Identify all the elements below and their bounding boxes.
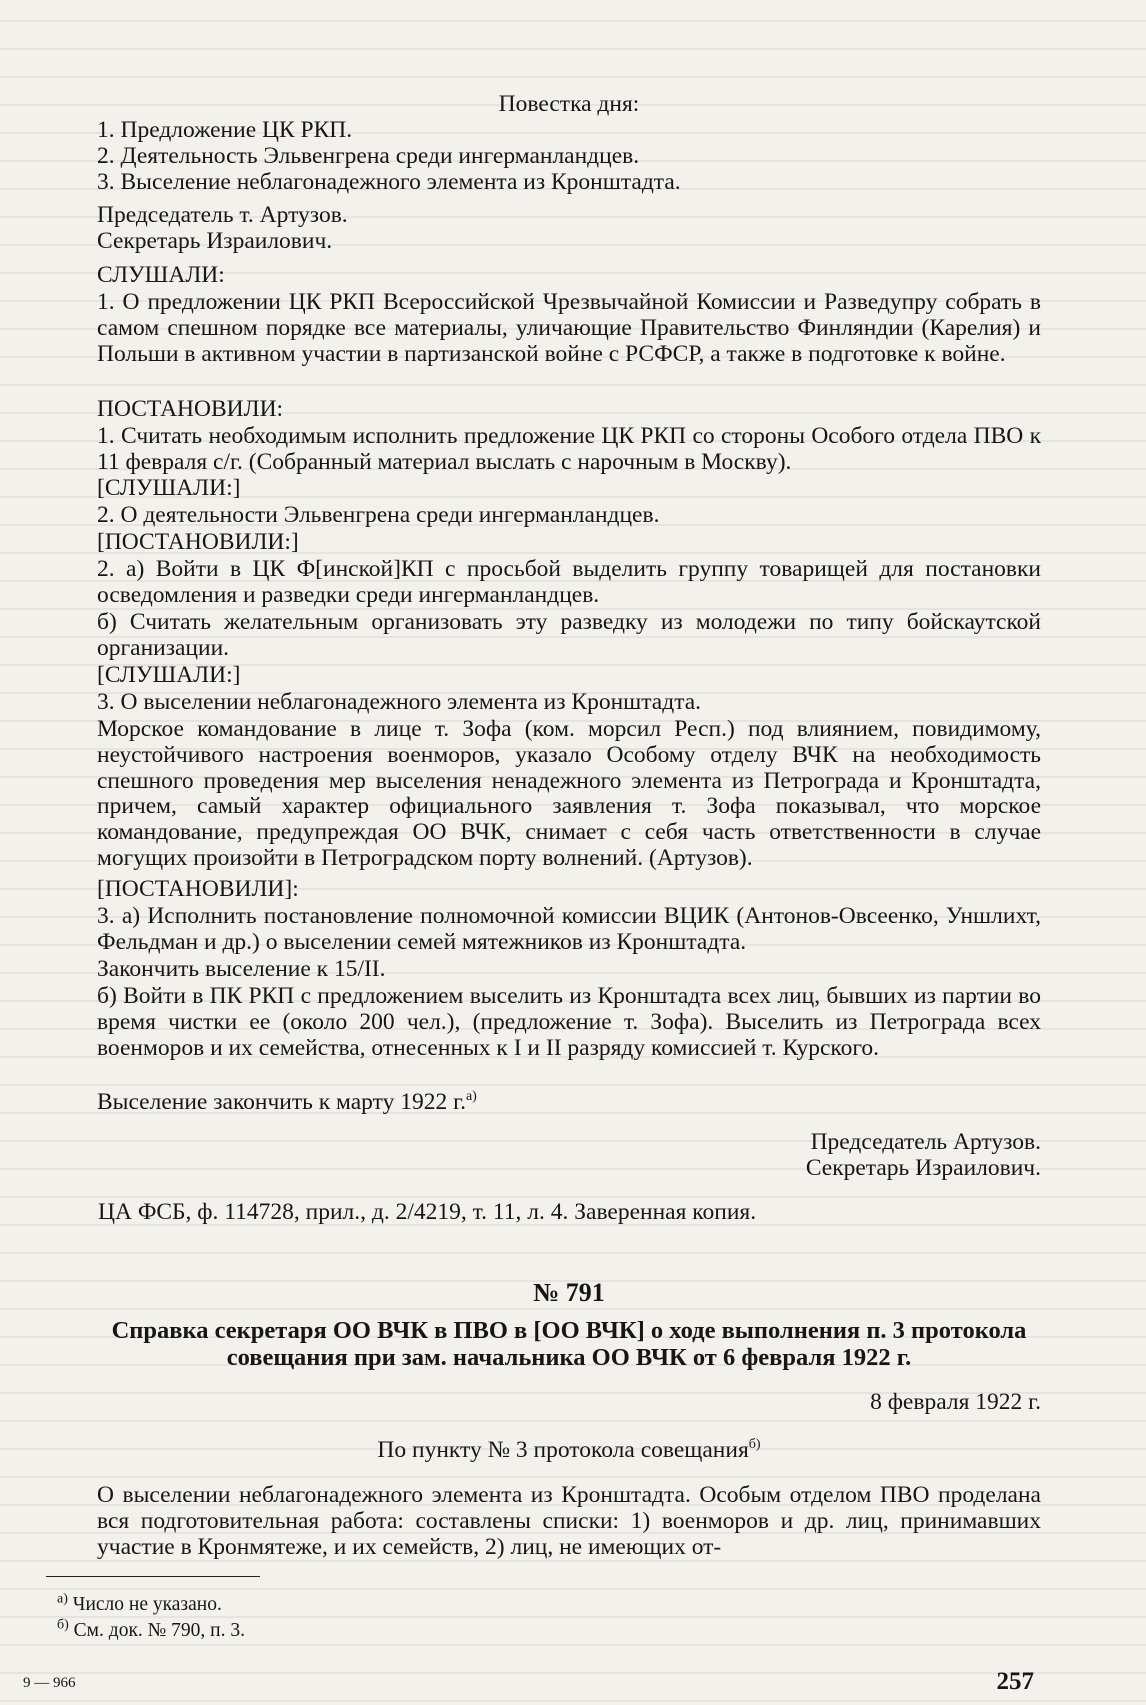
document-title: Справка секретаря ОО ВЧК в ПВО в [ОО ВЧК] о ходе выполнения п. 3 протокола совещания при зам. начальника ОО ВЧК от 6 февраля 1922 г.	[111, 1317, 1027, 1371]
document-date: 8 февраля 1922 г.	[870, 1389, 1041, 1415]
footnote-a	[57, 1591, 222, 1616]
heard-1-label: СЛУШАЛИ:	[97, 262, 225, 288]
heard-3-text: Морское командование в лице т. Зофа (ком. морсил Респ.) под влиянием, повидимому, неустойчивого настроения военморов, указало Особому отделу ВЧК на необходимость спешного проведения мер выселения ненадежного элемента из Петрограда и Кронштадта, причем, самый характер официального заявления т. Зофа показывал, что морское командование, предупреждая ОО ВЧК, снимает с себя часть ответственности в случае могущих произойти в Петроградском порту волнений. (Артузов).	[97, 716, 1041, 871]
resolved-3-end-text: Выселение закончить к марту 1922 г.	[97, 1089, 466, 1115]
document-subheading	[97, 1438, 1041, 1464]
resolved-2b-text: б) Считать желательным организовать эту разведку из молодежи по типу бойскаутской организации.	[97, 609, 1041, 661]
heard-3-title: 3. О выселении неблагонадежного элемента из Кронштадта.	[97, 689, 702, 715]
heard-1-text: 1. О предложении ЦК РКП Всероссийской Чрезвычайной Комиссии и Разведупру собрать в самом спешном порядке все материалы, уличающие Правительство Финляндии (Карелия) и Польши в активном участии в партизанской войне с РСФСР, а также в подготовке к войне.	[97, 289, 1041, 367]
footnote-ref-b: б)	[748, 1437, 761, 1453]
secretary-line: Секретарь Израилович.	[97, 227, 333, 254]
resolved-2a-text: 2. а) Войти в ЦК Ф[инской]КП с просьбой выделить группу товарищей для постановки осведомления и разведки среди ингерманландцев.	[97, 556, 1041, 608]
minutes-signatures	[97, 1130, 1041, 1182]
printer-signature: 9 — 966	[23, 1675, 76, 1691]
resolved-2-label: [ПОСТАНОВИЛИ:]	[97, 529, 299, 555]
agenda-item: 2. Деятельность Эльвенгрена среди ингерманландцев.	[97, 142, 640, 169]
resolved-3a-deadline: Закончить выселение к 15/II.	[97, 956, 386, 982]
heard-3-label: [СЛУШАЛИ:]	[97, 662, 241, 688]
footnote-mark: а)	[57, 1591, 68, 1607]
archive-source: ЦА ФСБ, ф. 114728, прил., д. 2/4219, т. 11, л. 4. Заверенная копия.	[98, 1199, 757, 1225]
chair-line: Председатель т. Артузов.	[97, 202, 348, 228]
heard-2-label: [СЛУШАЛИ:]	[97, 475, 241, 501]
resolved-1-label: ПОСТАНОВИЛИ:	[97, 396, 284, 422]
footnote-text: См. док. № 790, п. 3.	[73, 1620, 245, 1641]
document-number: № 791	[533, 1278, 605, 1307]
footnote-divider	[46, 1576, 260, 1577]
resolved-1-text: 1. Считать необходимым исполнить предложение ЦК РКП со стороны Особого отдела ПВО к 11 февраля с/г. (Собранный материал выслать с нарочным в Москву).	[97, 423, 1041, 475]
footnote-text: Число не указано.	[72, 1594, 222, 1615]
signature-secretary: Секретарь Израилович.	[805, 1154, 1041, 1181]
footnote-ref-a: а)	[465, 1089, 477, 1105]
agenda-title: Повестка дня:	[498, 91, 640, 117]
signature-chair: Председатель Артузов.	[810, 1129, 1041, 1155]
resolved-3-label: [ПОСТАНОВИЛИ]:	[97, 876, 299, 902]
agenda-list	[97, 118, 1041, 195]
resolved-3a-text: 3. а) Исполнить постановление полномочной комиссии ВЦИК (Антонов-Овсеенко, Уншлихт, Фельдман и др.) о выселении семей мятежников из Кронштадта.	[97, 903, 1041, 955]
agenda-item: 3. Выселение неблагонадежного элемента из Кронштадта.	[97, 168, 681, 195]
resolved-3b-text: б) Войти в ПК РКП с предложением выселить из Кронштадта всех лиц, бывших из партии во время чистки ее (около 200 чел.), (предложение т. Зофа). Выселить из Петрограда всех военморов и их семейства, отнесенных к I и II разряду комиссией т. Курского.	[97, 983, 1041, 1061]
agenda-item: 1. Предложение ЦК РКП.	[97, 117, 353, 143]
footnote-b	[57, 1617, 245, 1642]
page-number: 257	[996, 1668, 1034, 1695]
footnote-mark: б)	[57, 1617, 69, 1633]
agenda-officials	[97, 203, 1041, 255]
resolved-3-end	[97, 1090, 1041, 1116]
heard-2-text: 2. О деятельности Эльвенгрена среди ингерманландцев.	[97, 502, 660, 528]
subheading-text: По пункту № 3 протокола совещания	[377, 1437, 749, 1463]
document-body: О выселении неблагонадежного элемента из Кронштадта. Особым отделом ПВО проделана вся подготовительная работа: составлены списки: 1) военморов и др. лиц, принимавших участие в Кронмятеже, и их семейств, 2) лиц, не имеющих от-	[97, 1482, 1041, 1560]
